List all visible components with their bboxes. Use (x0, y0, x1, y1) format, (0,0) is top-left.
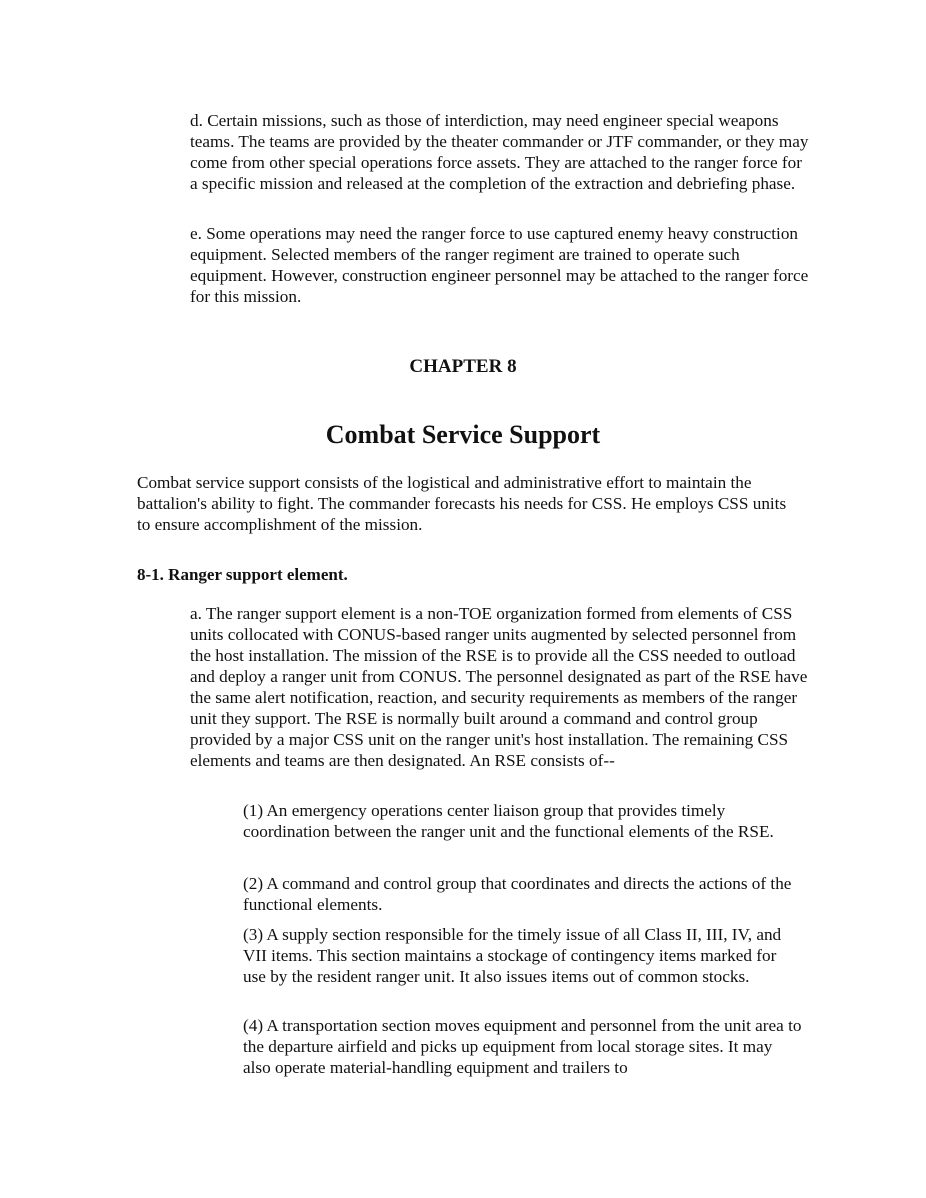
chapter-intro: Combat service support consists of the logistical and administrative effort to maintain the battalion's ability to fight. The commander forecasts his needs for CSS. He employs CSS units to ensure accomplishment of the mission. (137, 473, 787, 534)
list-item: (1) An emergency operations center liaison group that provides timely coordination between the ranger unit and the functional elements of the RSE. (243, 801, 774, 841)
chapter-label: CHAPTER 8 (409, 356, 517, 377)
paragraph-d: d. Certain missions, such as those of interdiction, may need engineer special weapons teams. The teams are provided by the theater commander or JTF commander, or they may come from other special operations force assets. They are attached to the ranger force for a specific mission and released at the completion of the extraction and debriefing phase. (190, 111, 809, 193)
list-item: (4) A transportation section moves equipment and personnel from the unit area to the departure airfield and picks up equipment from local storage sites. It may also operate material-handling equipment and trailers to (243, 1016, 802, 1077)
list-item: (3) A supply section responsible for the timely issue of all Class II, III, IV, and VII items. This section maintains a stockage of contingency items marked for use by the resident ranger unit. It also issues items out of common stocks. (243, 925, 782, 986)
list-item: (2) A command and control group that coordinates and directs the actions of the functional elements. (243, 874, 792, 914)
section-heading: 8-1. Ranger support element. (137, 565, 348, 584)
chapter-title: Combat Service Support (325, 420, 601, 449)
paragraph-a: a. The ranger support element is a non-TOE organization formed from elements of CSS units collocated with CONUS-based ranger units augmented by selected personnel from the host installation. The mission of the RSE is to provide all the CSS needed to outload and deploy a ranger unit from CONUS. The personnel designated as part of the RSE have the same alert notification, reaction, and security requirements as members of the ranger unit they support. The RSE is normally built around a command and control group provided by a major CSS unit on the ranger unit's host installation. The remaining CSS elements and teams are then designated. An RSE consists of-- (190, 604, 808, 770)
paragraph-e: e. Some operations may need the ranger force to use captured enemy heavy construction equipment. Selected members of the ranger regiment are trained to operate such equipment. However, construction engineer personnel may be attached to the ranger force for this mission. (190, 224, 809, 306)
